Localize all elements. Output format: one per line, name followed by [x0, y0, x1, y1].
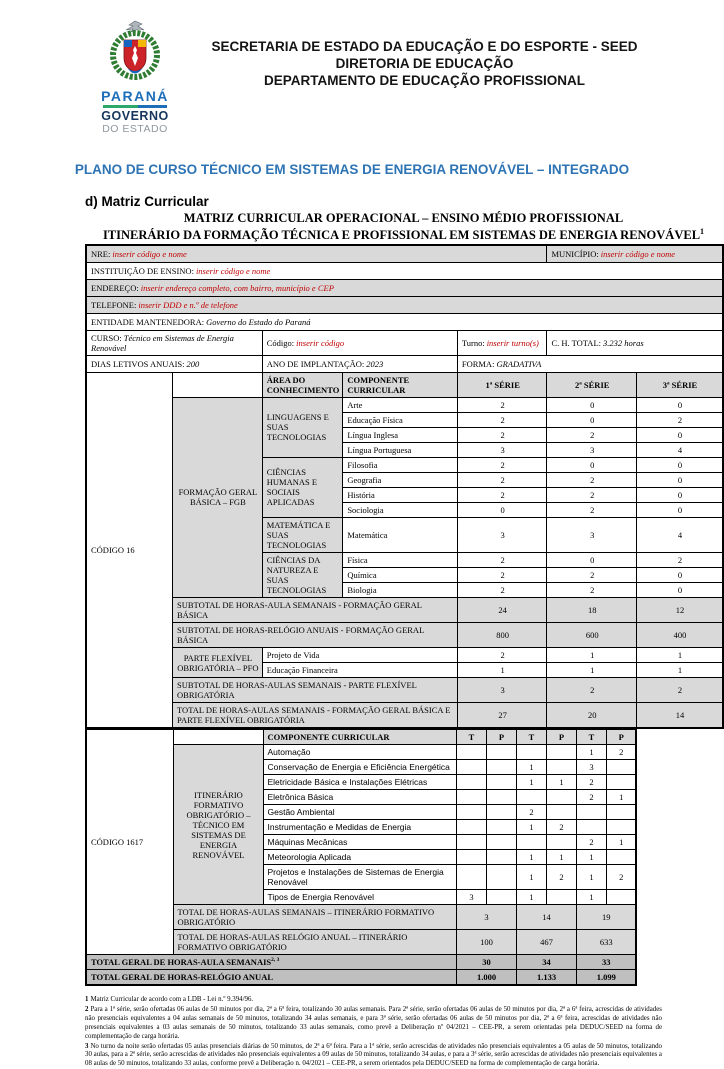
hours-cell — [606, 890, 636, 905]
hours-cell: 2 — [547, 582, 636, 597]
municipio-label: MUNICÍPIO: — [551, 248, 599, 259]
endereco-label: ENDEREÇO: — [91, 282, 139, 293]
subtotal-label: SUBTOTAL DE HORAS-RELÓGIO ANUAIS - FORMAÇÃO GERAL BÁSICA — [173, 622, 458, 647]
hours-cell: 1 — [576, 865, 606, 890]
hours-cell: 0 — [636, 487, 723, 502]
hours-cell: 0 — [547, 552, 636, 567]
hours-cell: 100 — [456, 930, 516, 955]
component-name-cell: Filosofia — [343, 457, 458, 472]
hours-cell: 633 — [576, 930, 636, 955]
footnotes — [85, 996, 662, 1069]
shield-yellow-quarter — [138, 40, 146, 47]
header-componente-tecnico: COMPONENTE CURRICULAR — [263, 729, 456, 745]
hours-cell — [606, 805, 636, 820]
hours-cell — [486, 850, 516, 865]
logo-do-estado: DO ESTADO — [102, 123, 168, 135]
hours-cell — [516, 745, 546, 760]
header-p1: P — [486, 729, 516, 745]
hours-cell: 2 — [547, 487, 636, 502]
hours-cell — [456, 835, 486, 850]
component-name-cell: Educação Financeira — [262, 663, 457, 678]
logo-state-name: PARANÁ — [101, 88, 169, 104]
nre-value: inserir código e nome — [112, 248, 187, 259]
hours-cell: 24 — [457, 597, 547, 622]
hours-cell: 0 — [636, 427, 723, 442]
forma-value: GRADATIVA — [496, 358, 542, 369]
hours-cell: 1 — [547, 648, 636, 663]
hours-cell: 1 — [576, 745, 606, 760]
hours-cell — [606, 775, 636, 790]
logo-governo: GOVERNO — [101, 109, 169, 123]
hours-cell: 1 — [546, 850, 576, 865]
hours-cell: 2 — [546, 865, 576, 890]
component-name-cell: Projetos e Instalações de Sistemas de Energia Renovável — [263, 865, 456, 890]
info-row-instituicao — [86, 262, 723, 279]
hours-cell — [486, 820, 516, 835]
hours-cell — [486, 790, 516, 805]
component-name-cell: Projeto de Vida — [262, 648, 457, 663]
total-label: TOTAL DE HORAS-AULAS RELÓGIO ANUAL – ITINERÁRIO FORMATIVO OBRIGATÓRIO — [173, 930, 456, 955]
hours-cell: 0 — [636, 472, 723, 487]
grand-total-label: TOTAL GERAL DE HORAS-AULA SEMANAIS$^{2, 3}$ — [86, 955, 456, 970]
hours-cell: 2 — [636, 552, 723, 567]
hours-cell: 14 — [636, 703, 723, 729]
info-row-entidade — [86, 313, 723, 330]
hours-cell — [456, 745, 486, 760]
footnote-2-number: 2 — [85, 1006, 89, 1014]
hours-cell — [456, 820, 486, 835]
header-serie-1: 1ª SÉRIE — [457, 372, 547, 397]
ano-value: 2023 — [366, 358, 384, 369]
hours-cell: 0 — [636, 397, 723, 412]
component-name-cell: Sociologia — [343, 502, 458, 517]
subtotal-label: SUBTOTAL DE HORAS-AULA SEMANAIS - FORMAÇÃO GERAL BÁSICA — [173, 597, 458, 622]
hours-cell — [606, 820, 636, 835]
component-name-cell: Máquinas Mecânicas — [263, 835, 456, 850]
hours-cell — [486, 745, 516, 760]
header-componente: COMPONENTE CURRICULAR — [343, 372, 458, 397]
knowledge-area-cell: MATEMÁTICA E SUAS TECNOLOGIAS — [262, 517, 343, 552]
hours-cell — [546, 760, 576, 775]
matrix-title-line1: MATRIZ CURRICULAR OPERACIONAL – ENSINO MÉDIO PROFISSIONAL — [183, 211, 624, 225]
ano-label: ANO DE IMPLANTAÇÃO: — [266, 358, 365, 369]
hours-cell: 1 — [516, 820, 546, 835]
footnote-ref: 2, 3 — [271, 957, 280, 964]
plan-title: PLANO DE CURSO TÉCNICO EM SISTEMAS DE ENERGIA RENOVÁVEL – INTEGRADO — [74, 162, 630, 177]
hours-cell: 600 — [547, 622, 636, 647]
component-name-cell: Conservação de Energia e Eficiência Energética — [263, 760, 456, 775]
hours-cell: 2 — [457, 582, 547, 597]
hours-cell — [546, 805, 576, 820]
hours-cell: 18 — [547, 597, 636, 622]
shield-blue-quarter — [124, 40, 132, 47]
ch-total-value: 3.232 horas — [603, 337, 644, 348]
hours-cell: 3 — [457, 517, 547, 552]
hours-cell: 2 — [457, 487, 547, 502]
hours-cell: 1 — [516, 775, 546, 790]
hours-cell: 2 — [606, 865, 636, 890]
hours-cell: 3 — [456, 890, 486, 905]
hours-cell — [516, 835, 546, 850]
knowledge-area-cell: CIÊNCIAS HUMANAS E SOCIAIS APLICADAS — [262, 457, 343, 517]
hours-cell: 2 — [457, 412, 547, 427]
component-name-cell: Biologia — [343, 582, 458, 597]
component-name-cell: Língua Inglesa — [343, 427, 458, 442]
hours-cell — [576, 820, 606, 835]
hours-cell: 0 — [636, 567, 723, 582]
subtotal-row — [86, 597, 723, 622]
hours-cell: 1 — [457, 663, 547, 678]
hours-cell: 2 — [547, 427, 636, 442]
hours-cell — [486, 805, 516, 820]
grand-total-row — [86, 955, 636, 970]
forma-label: FORMA: — [461, 358, 495, 369]
hours-cell: 800 — [457, 622, 547, 647]
codigo-16-cell: CÓDIGO 16 — [86, 372, 173, 728]
hours-cell: 30 — [456, 955, 516, 970]
hours-cell: 0 — [636, 502, 723, 517]
total-label: TOTAL DE HORAS-AULAS SEMANAIS - FORMAÇÃO GERAL BÁSICA E PARTE FLEXÍVEL OBRIGATÓRIA — [173, 703, 458, 729]
footnote-3-number: 3 — [85, 1042, 89, 1050]
hours-cell: 12 — [636, 597, 723, 622]
hours-cell: 1.000 — [456, 970, 516, 986]
knowledge-area-cell: CIÊNCIAS DA NATUREZA E SUAS TECNOLOGIAS — [262, 552, 343, 597]
curso-value: Técnico em Sistemas de Energia Renovável — [91, 332, 234, 353]
hours-cell: 27 — [457, 703, 547, 729]
hours-cell — [606, 850, 636, 865]
hours-cell: 0 — [636, 457, 723, 472]
endereco-value: inserir endereço completo, com bairro, município e CEP — [140, 282, 334, 293]
codigo-value: inserir código — [296, 337, 345, 348]
hours-cell: 2 — [547, 678, 636, 703]
component-name-cell: Automação — [263, 745, 456, 760]
fgb-section-label: FORMAÇÃO GERAL BÁSICA – FGB — [173, 397, 263, 597]
hours-cell: 2 — [547, 567, 636, 582]
knowledge-area-cell: LINGUAGENS E SUAS TECNOLOGIAS — [262, 397, 343, 457]
info-row-curso — [86, 330, 723, 355]
header-serie-3: 3ª SÉRIE — [636, 372, 723, 397]
header-serie-2: 2ª SÉRIE — [547, 372, 636, 397]
tp-header-row — [86, 729, 636, 745]
hours-cell: 1 — [606, 790, 636, 805]
hours-cell — [456, 790, 486, 805]
table-row — [86, 397, 723, 412]
pfo-section-label: PARTE FLEXÍVEL OBRIGATÓRIA – PFO — [173, 648, 263, 678]
org-header — [175, 20, 674, 135]
hours-cell: 1 — [606, 835, 636, 850]
table-row — [86, 648, 723, 663]
ch-total-label: C. H. TOTAL: — [551, 337, 602, 348]
hours-cell: 2 — [457, 457, 547, 472]
component-name-cell: Instrumentação e Medidas de Energia — [263, 820, 456, 835]
hours-cell — [606, 760, 636, 775]
hours-cell: 2 — [576, 790, 606, 805]
hours-cell: 2 — [516, 805, 546, 820]
component-name-cell: Geografia — [343, 472, 458, 487]
hours-cell — [546, 835, 576, 850]
hours-cell: 2 — [457, 552, 547, 567]
hours-cell: 0 — [547, 397, 636, 412]
info-row-dias — [86, 355, 723, 372]
parana-coat-of-arms-icon — [104, 20, 166, 82]
dias-value: 200 — [186, 358, 200, 369]
hours-cell: 2 — [457, 427, 547, 442]
matrix-title-line2: ITINERÁRIO DA FORMAÇÃO TÉCNICA E PROFISSIONAL EM SISTEMAS DE ENERGIA RENOVÁVEL$^1$ — [102, 227, 705, 243]
hours-cell — [546, 890, 576, 905]
hours-cell: 2 — [576, 775, 606, 790]
component-name-cell: Arte — [343, 397, 458, 412]
footnote-2-text: Para a 1ª série, serão ofertadas 06 aulas de 50 minutos por dia, 2ª a 6ª feira, totalizando 30 aulas semanais. Para 2ª série, serão ofertadas 06 aulas de 50 minutos por dia, 2ª a 6ª feira, acrescidas de atividades não presenciais equivalentes a 04 aulas semanais de 50 minutos, totalizando 34 aulas semanais, e para 3ª série, serão ofertadas 06 aulas de 50 minutos por dia, 2ª a 6ª feira, acrescidas de atividades não presenciais equivalentes a 03 aulas semanais de 50 minutos, totalizando 33 aulas semanais, como prevê a Deliberação nº 04/2021 – CEE-PR, a serem orientadas pela DEDUC/SEED na forma de complementação de carga horária. — [85, 1006, 662, 1040]
component-name-cell: Educação Física — [343, 412, 458, 427]
header-t1: T — [456, 729, 486, 745]
series-header-row — [86, 372, 723, 397]
hours-cell: 2 — [546, 820, 576, 835]
hours-cell — [456, 865, 486, 890]
component-name-cell: Química — [343, 567, 458, 582]
header-area: ÁREA DO CONHECIMENTO — [262, 372, 343, 397]
subtotal-row — [86, 622, 723, 647]
turno-label: Turno: — [461, 337, 485, 348]
header-p2: P — [546, 729, 576, 745]
component-name-cell: Meteorologia Aplicada — [263, 850, 456, 865]
hours-cell: 400 — [636, 622, 723, 647]
component-name-cell: Física — [343, 552, 458, 567]
component-name-cell: Eletricidade Básica e Instalações Elétricas — [263, 775, 456, 790]
header-t3: T — [576, 729, 606, 745]
info-row-endereco — [86, 279, 723, 296]
hours-cell: 1.133 — [516, 970, 576, 986]
hours-cell — [516, 790, 546, 805]
hours-cell: 1 — [636, 648, 723, 663]
page-header — [0, 0, 724, 135]
hours-cell — [456, 760, 486, 775]
hours-cell: 2 — [457, 472, 547, 487]
hours-cell — [456, 805, 486, 820]
hours-cell: 2 — [457, 648, 547, 663]
entidade-value: Governo do Estado do Paraná — [206, 316, 311, 327]
footnote-1-number: 1 — [85, 996, 89, 1004]
telefone-label: TELEFONE: — [91, 299, 137, 310]
hours-cell: 2 — [457, 397, 547, 412]
info-row-nre — [86, 245, 723, 262]
hours-cell: 3 — [456, 905, 516, 930]
hours-cell: 1 — [516, 760, 546, 775]
footnote-1-text: Matriz Curricular de acordo com a LDB - Lei n.º 9.394/96. — [90, 996, 254, 1004]
footnote-ref-1: 1 — [700, 227, 705, 236]
info-row-telefone — [86, 296, 723, 313]
hours-cell — [546, 790, 576, 805]
hours-cell: 2 — [636, 412, 723, 427]
hours-cell: 2 — [576, 835, 606, 850]
hours-cell: 1 — [516, 865, 546, 890]
hours-cell: 3 — [576, 760, 606, 775]
subtotal-label: SUBTOTAL DE HORAS-AULAS SEMANAIS - PARTE FLEXÍVEL OBRIGATÓRIA — [173, 678, 458, 703]
footnote-1 — [85, 996, 662, 1005]
matrix-table-lower — [85, 728, 637, 986]
hours-cell — [576, 805, 606, 820]
hours-cell: 20 — [547, 703, 636, 729]
entidade-label: ENTIDADE MANTENEDORA: — [91, 316, 205, 327]
hours-cell: 2 — [547, 472, 636, 487]
section-heading: d) Matriz Curricular — [85, 194, 209, 209]
curso-label: CURSO: — [91, 332, 122, 343]
municipio-value: inserir código e nome — [600, 248, 676, 259]
component-name-cell: Eletrônica Básica — [263, 790, 456, 805]
hours-cell: 1 — [576, 850, 606, 865]
hours-cell: 467 — [516, 930, 576, 955]
telefone-value: inserir DDD e n.º de telefone — [138, 299, 238, 310]
hours-cell: 34 — [516, 955, 576, 970]
component-name-cell: Língua Portuguesa — [343, 442, 458, 457]
hours-cell: 3 — [457, 678, 547, 703]
matrix-table-upper — [85, 244, 724, 729]
header-t2: T — [516, 729, 546, 745]
instituicao-value: inserir código e nome — [195, 265, 271, 276]
hours-cell: 14 — [516, 905, 576, 930]
nre-label: NRE: — [91, 248, 111, 259]
hours-cell — [456, 850, 486, 865]
itinerario-section-label: ITINERÁRIO FORMATIVO OBRIGATÓRIO – TÉCNICO EM SISTEMAS DE ENERGIA RENOVÁVEL — [173, 745, 263, 905]
org-line-3: DEPARTAMENTO DE EDUCAÇÃO PROFISSIONAL — [263, 73, 585, 88]
hours-cell — [486, 775, 516, 790]
total-row — [86, 703, 723, 729]
hours-cell — [486, 835, 516, 850]
subtotal-row — [86, 678, 723, 703]
component-name-cell: História — [343, 487, 458, 502]
hours-cell: 2 — [457, 567, 547, 582]
hours-cell: 1 — [547, 663, 636, 678]
hours-cell: 2 — [636, 678, 723, 703]
hours-cell: 1 — [576, 890, 606, 905]
footnote-3-text: No turno da noite serão ofertadas 05 aulas presenciais diárias de 50 minutos, de 2ª a 6ª feira. Para a 1ª série, serão acrescidas de atividades não presenciais equivalentes a 05 aulas de 50 minutos, totalizando 30 aulas, para a 2ª série, serão acrescidas de atividades não presenciais equivalentes a 09 aulas de 50 minutos, totalizando 34 aulas, e para a 3ª série, serão acrescidas de atividades não presenciais equivalentes a 08 aulas de 50 minutos, totalizando 33 aulas, conforme prevê a Deliberação n. 04/2021 – CEE-PR, a serem orientados pela DEDUC/SEED na forma de complementação de carga horária. — [85, 1042, 662, 1068]
component-name-cell: Matemática — [343, 517, 458, 552]
hours-cell: 0 — [636, 582, 723, 597]
hours-cell: 2 — [606, 745, 636, 760]
grand-total-row — [86, 970, 636, 986]
instituicao-label: INSTITUIÇÃO DE ENSINO: — [91, 265, 194, 276]
hours-cell: 3 — [547, 517, 636, 552]
header-p3: P — [606, 729, 636, 745]
hours-cell: 19 — [576, 905, 636, 930]
matrix-title — [85, 211, 722, 242]
hours-cell: 4 — [636, 442, 723, 457]
hours-cell: 1 — [516, 850, 546, 865]
hours-cell — [486, 890, 516, 905]
dias-label: DIAS LETIVOS ANUAIS: — [91, 358, 185, 369]
parana-logo — [95, 20, 175, 135]
turno-value: inserir turno(s) — [486, 337, 539, 348]
hours-cell: 4 — [636, 517, 723, 552]
hours-cell: 1.099 — [576, 970, 636, 986]
footnote-3 — [85, 1043, 662, 1069]
hours-cell: 1 — [636, 663, 723, 678]
component-name-cell: Gestão Ambiental — [263, 805, 456, 820]
hours-cell: 0 — [547, 457, 636, 472]
total-label: TOTAL DE HORAS-AULAS SEMANAIS – ITINERÁRIO FORMATIVO OBRIGATÓRIO — [173, 905, 456, 930]
hours-cell — [546, 745, 576, 760]
codigo-1617-cell: CÓDIGO 1617 — [86, 729, 173, 955]
hours-cell: 0 — [457, 502, 547, 517]
hours-cell: 2 — [547, 502, 636, 517]
org-line-1: SECRETARIA DE ESTADO DA EDUCAÇÃO E DO ESPORTE - SEED — [211, 39, 638, 54]
hours-cell: 33 — [576, 955, 636, 970]
hours-cell — [486, 760, 516, 775]
grand-total-label: TOTAL GERAL DE HORAS-RELÓGIO ANUAL — [86, 970, 456, 986]
hours-cell: 1 — [546, 775, 576, 790]
org-line-2: DIRETORIA DE EDUCAÇÃO — [335, 56, 514, 71]
hours-cell: 3 — [547, 442, 636, 457]
codigo-label: Código: — [266, 337, 295, 348]
hours-cell: 0 — [547, 412, 636, 427]
component-name-cell: Tipos de Energia Renovável — [263, 890, 456, 905]
hours-cell: 3 — [457, 442, 547, 457]
hours-cell — [456, 775, 486, 790]
hours-cell: 1 — [516, 890, 546, 905]
hours-cell — [486, 865, 516, 890]
logo-divider — [103, 105, 167, 108]
